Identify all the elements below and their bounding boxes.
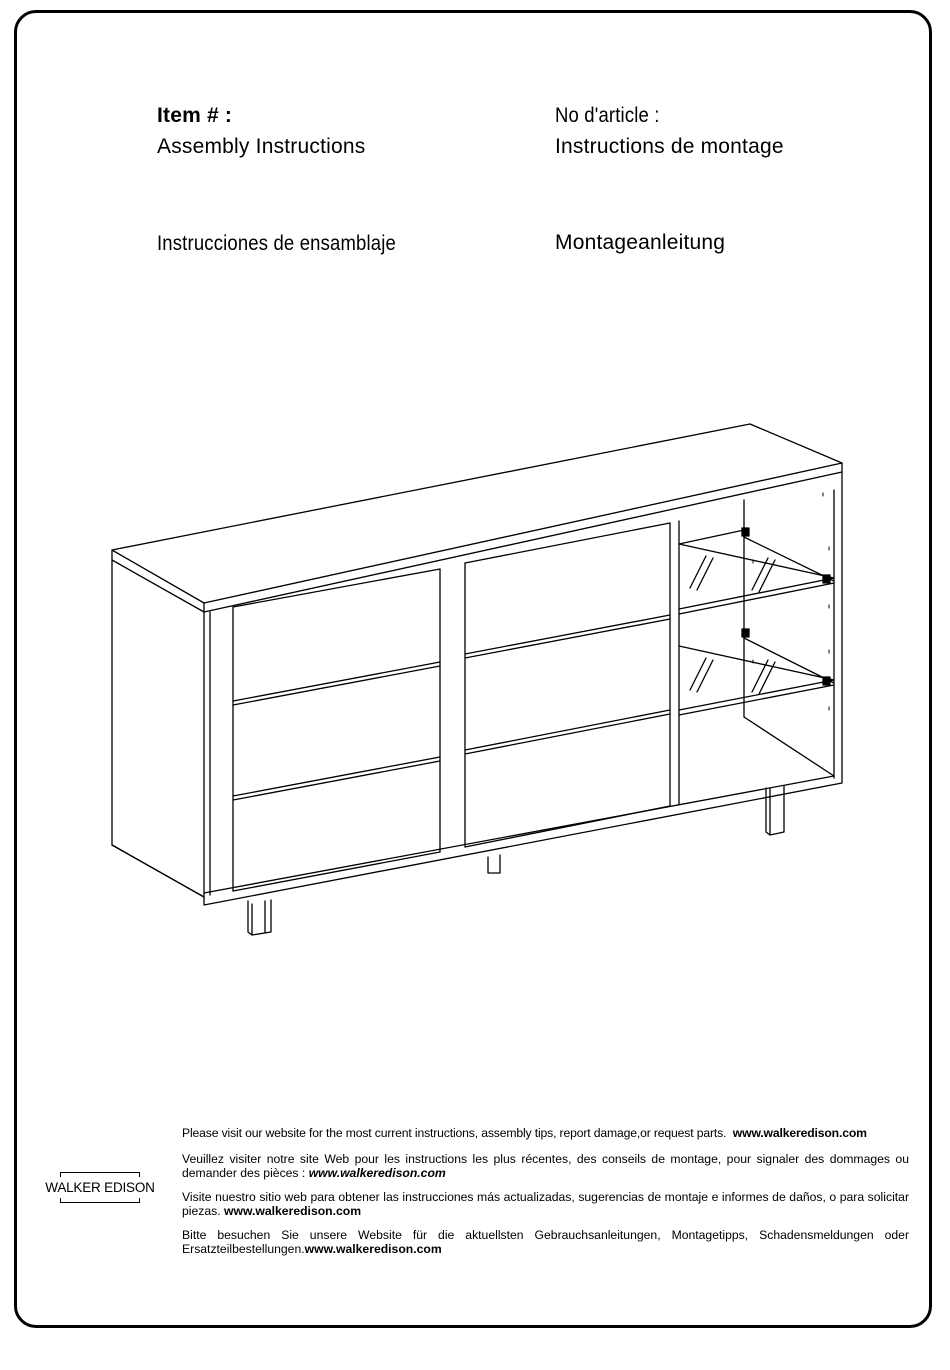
shelf-pin-holes <box>753 493 829 710</box>
drawers-left <box>233 569 440 891</box>
support-notice-fr: Veuillez visiter notre site Web pour les instructions les plus récentes, des conseils de montage, pour signaler des dommages ou demander des pièces : www.walkeredison.com <box>182 1152 909 1180</box>
frame-column-middle <box>440 563 465 852</box>
frame-column-left <box>210 607 233 895</box>
drawers-right <box>465 523 670 847</box>
assembly-instructions-title-fr: Instructions de montage <box>555 135 784 158</box>
assembly-instructions-title-de: Montageanleitung <box>555 231 726 254</box>
cabinet-legs <box>248 786 784 935</box>
website-link-de[interactable]: www.walkeredison.com <box>304 1242 442 1256</box>
item-number-label-fr: No d'article : <box>555 104 660 127</box>
assembly-instructions-title-es: Instrucciones de ensamblaje <box>157 232 396 255</box>
frame-column-right <box>670 521 679 806</box>
logo-bottom-rule <box>60 1202 140 1203</box>
website-link-en[interactable]: www.walkeredison.com <box>732 1126 867 1140</box>
walker-edison-logo <box>40 1172 160 1206</box>
website-link-fr[interactable]: www.walkeredison.com <box>308 1166 446 1180</box>
glass-shelf-lower <box>679 629 834 715</box>
glass-shelf-upper <box>679 528 834 614</box>
support-notice-en: Please visit our website for the most current instructions, assembly tips, report damage,or request parts. www.walkeredison.com <box>182 1126 867 1140</box>
item-number-label-en: Item # : <box>157 104 233 127</box>
logo-wordmark: WALKER EDISON <box>45 1180 155 1195</box>
cabinet-top <box>112 424 842 612</box>
cabinet-left-side <box>112 560 204 897</box>
website-link-es[interactable]: www.walkeredison.com <box>224 1204 362 1218</box>
sideboard-illustration <box>100 415 850 945</box>
support-notice <box>182 1126 909 1266</box>
support-notice-de: Bitte besuchen Sie unsere Website für die aktuellsten Gebrauchsanleitungen, Montagetipps, Schadensmeldungen oder Ersatzteilbestellungen.www.walkeredison.com <box>182 1228 909 1256</box>
support-notice-es: Visite nuestro sitio web para obtener las instrucciones más actualizadas, sugerencias de montaje e informes de daños, o para solicitar piezas. www.walkeredison.com <box>182 1190 909 1218</box>
logo-top-rule <box>60 1172 140 1173</box>
open-compartment <box>679 500 834 776</box>
assembly-instructions-title-en: Assembly Instructions <box>157 135 366 158</box>
